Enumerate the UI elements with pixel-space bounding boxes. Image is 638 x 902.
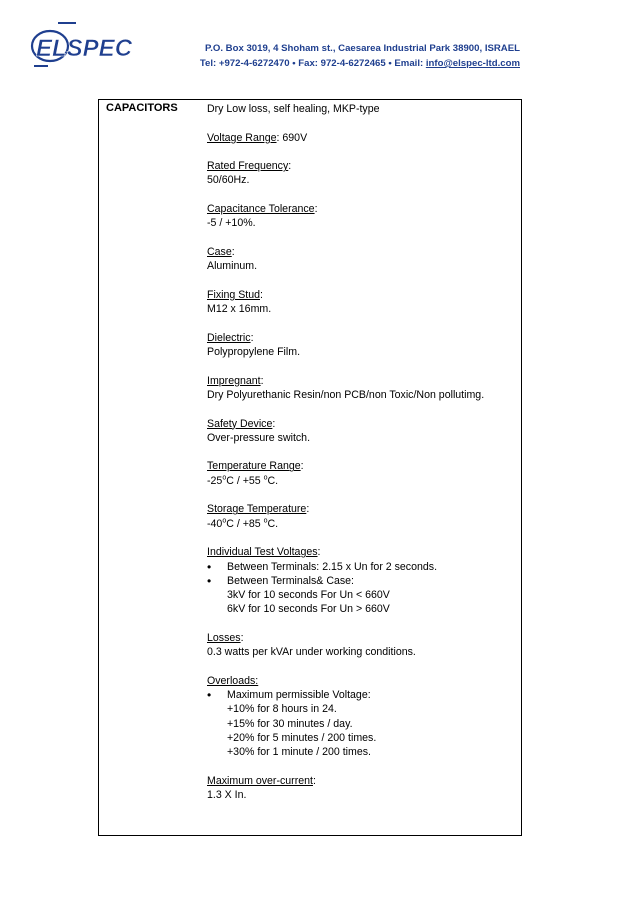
list-subitem: +15% for 30 minutes / day. bbox=[227, 717, 353, 730]
list-subitem: +10% for 8 hours in 24. bbox=[227, 703, 337, 716]
losses-value: 0.3 watts per kVAr under working conditions. bbox=[207, 646, 416, 659]
overcurrent-label: Maximum over-current bbox=[207, 774, 313, 787]
spec-test-voltages: Individual Test Voltages: • Between Terminals: 2.15 x Un for 2 seconds. • Between Terminals& Case: 3kV for 10 seconds For Un < 660V 6kV for 10 seconds For Un > 660V bbox=[207, 545, 515, 616]
test-label: Individual Test Voltages bbox=[207, 546, 318, 559]
temp-label: Temperature Range bbox=[207, 460, 301, 473]
spec-voltage bbox=[207, 131, 515, 145]
list-item: • Between Terminals: 2.15 x Un for 2 seconds. bbox=[207, 560, 515, 574]
freq-value: 50/60Hz. bbox=[207, 174, 250, 187]
freq-label: Rated Frequency bbox=[207, 160, 289, 173]
spec-frequency: Rated Frequency: 50/60Hz. bbox=[207, 159, 515, 188]
stud-value: M12 x 16mm. bbox=[207, 303, 272, 316]
email-link[interactable]: info@elspec-ltd.com bbox=[425, 58, 520, 69]
list-item: • Maximum permissible Voltage: bbox=[207, 688, 515, 702]
temp-value: -25$^o$C / +55 $^o$C. bbox=[207, 474, 279, 487]
voltage-label: Voltage Range bbox=[207, 131, 277, 144]
company-contact bbox=[150, 58, 520, 69]
spec-temperature: Temperature Range: -25$^o$C / +55 $^o$C. bbox=[207, 459, 515, 488]
stud-label: Fixing Stud bbox=[207, 288, 260, 301]
case-value: Aluminum. bbox=[207, 260, 258, 273]
spec-storage: Storage Temperature: -40$^o$C / +85 $^o$C. bbox=[207, 502, 515, 531]
overcurrent-value: 1.3 X In. bbox=[207, 789, 247, 802]
losses-label: Losses bbox=[207, 631, 241, 644]
diel-label: Dielectric bbox=[207, 331, 251, 344]
diel-value: Polypropylene Film. bbox=[207, 346, 301, 359]
case-label: Case bbox=[207, 245, 232, 258]
company-address: P.O. Box 3019, 4 Shoham st., Caesarea Industrial Park 38900, ISRAEL bbox=[205, 43, 520, 54]
spec-impregnant: Impregnant: Dry Polyurethanic Resin/non PCB/non Toxic/Non pollutimg. bbox=[207, 374, 515, 403]
spec-losses: Losses: 0.3 watts per kVAr under working conditions. bbox=[207, 631, 515, 660]
tel-fax: Tel: +972-4-6272470 • Fax: 972-4-6272465 • Email: bbox=[199, 58, 426, 69]
tol-label: Capacitance Tolerance bbox=[207, 203, 315, 216]
spec-stud: Fixing Stud: M12 x 16mm. bbox=[207, 288, 515, 317]
list-subitem: +20% for 5 minutes / 200 times. bbox=[227, 732, 377, 745]
impr-label: Impregnant bbox=[207, 374, 261, 387]
overloads-label: Overloads: bbox=[207, 674, 259, 687]
storage-label: Storage Temperature bbox=[207, 503, 307, 516]
impr-value: Dry Polyurethanic Resin/non PCB/non Toxic/Non pollutimg. bbox=[207, 388, 485, 401]
spec-overcurrent: Maximum over-current: 1.3 X In. bbox=[207, 774, 515, 803]
storage-value: -40$^o$C / +85 $^o$C. bbox=[207, 517, 279, 530]
section-label: CAPACITORS bbox=[106, 102, 178, 114]
spec-overloads bbox=[207, 674, 515, 760]
spec-content bbox=[207, 102, 515, 817]
list-subitem: +30% for 1 minute / 200 times. bbox=[227, 746, 371, 759]
list-subitem: 6kV for 10 seconds For Un > 660V bbox=[227, 603, 390, 616]
spec-intro: Dry Low loss, self healing, MKP-type bbox=[207, 103, 380, 115]
list-subitem: 3kV for 10 seconds For Un < 660V bbox=[227, 589, 390, 602]
list-item: • Between Terminals& Case: bbox=[207, 574, 515, 588]
voltage-value: : 690V bbox=[276, 131, 308, 144]
spec-safety: Safety Device: Over-pressure switch. bbox=[207, 417, 515, 446]
spec-dielectric: Dielectric: Polypropylene Film. bbox=[207, 331, 515, 360]
spec-tolerance: Capacitance Tolerance: -5 / +10%. bbox=[207, 202, 515, 231]
safety-value: Over-pressure switch. bbox=[207, 431, 311, 444]
elspec-logo bbox=[30, 20, 142, 72]
safety-label: Safety Device bbox=[207, 417, 273, 430]
logo-text: ELSPEC bbox=[36, 35, 133, 62]
spec-case: Case: Aluminum. bbox=[207, 245, 515, 274]
tol-value: -5 / +10%. bbox=[207, 217, 256, 230]
